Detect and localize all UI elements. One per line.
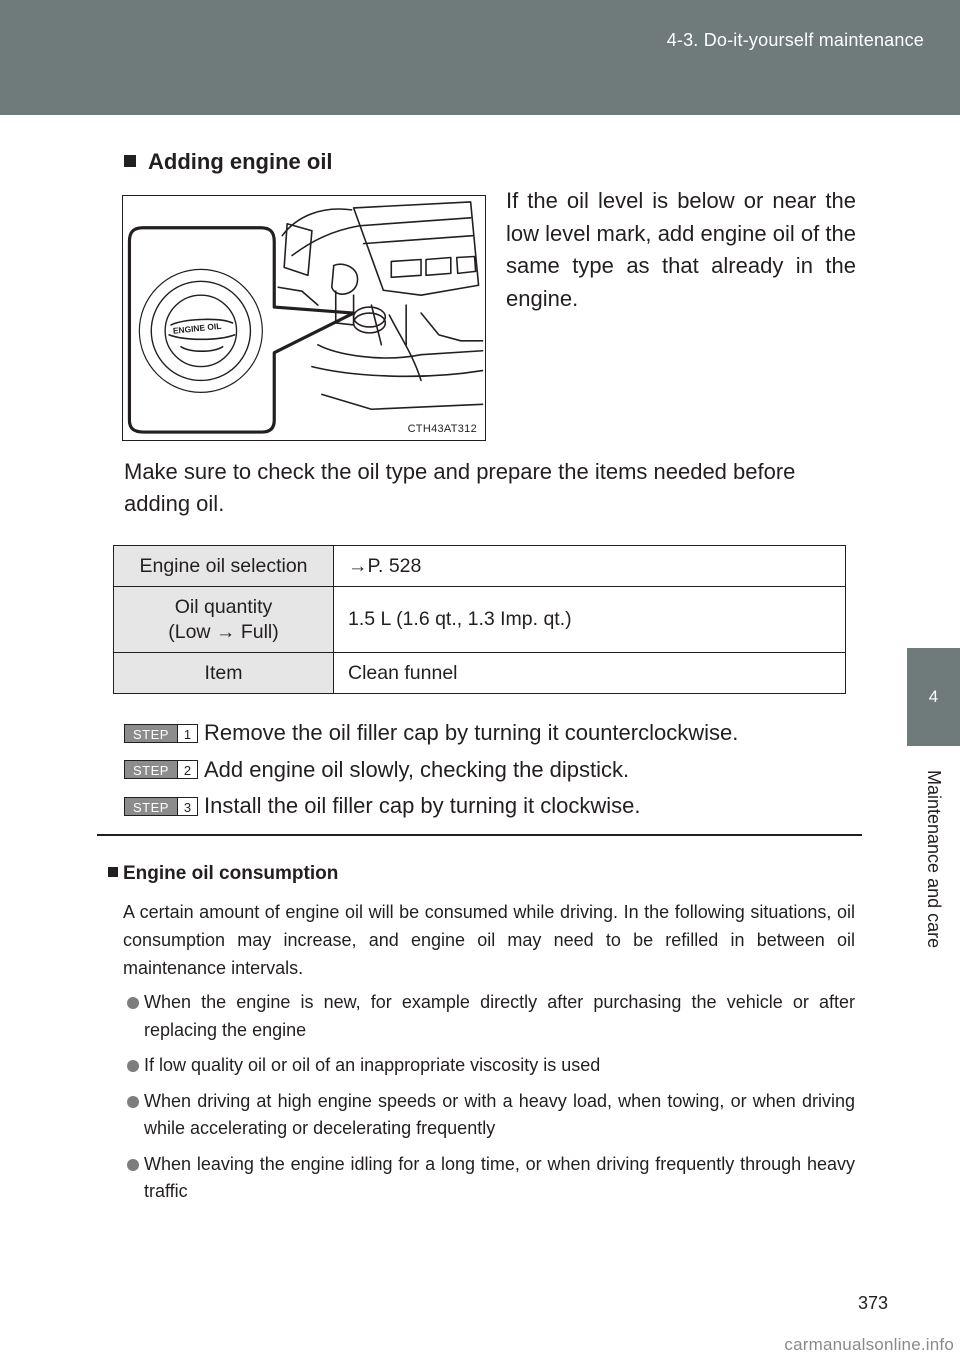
page-number: 373 <box>857 1293 888 1313</box>
step-word: STEP <box>125 725 177 742</box>
figure-code: CTH43AT312 <box>407 423 477 435</box>
step-item <box>124 752 738 789</box>
list-item <box>127 1088 855 1143</box>
chapter-number: 4 <box>928 687 939 706</box>
step-word: STEP <box>125 798 177 815</box>
oil-spec-table <box>113 545 846 694</box>
square-bullet-icon <box>108 867 118 877</box>
table-key-line: Oil quantity <box>174 595 273 618</box>
list-item <box>127 1151 855 1206</box>
section-title: 4-3. Do-it-yourself maintenance <box>666 30 924 50</box>
chapter-title: Maintenance and care <box>924 770 944 949</box>
bullet-dot-icon <box>127 1096 139 1108</box>
table-key: Engine oil selection <box>114 546 334 587</box>
note-text: A certain amount of engine oil will be consumed while driving. In the following situations, oil consumption may increase, and engine oil may need to be refilled in between oil maintenance intervals. <box>123 902 855 978</box>
table-row <box>114 653 846 694</box>
table-value: →P. 528 <box>334 546 846 587</box>
step-list <box>124 715 738 825</box>
consumption-bullet-list <box>127 989 855 1214</box>
cap-label: ENGINE OIL <box>172 320 222 336</box>
header-band <box>0 0 960 115</box>
step-badge <box>124 797 198 816</box>
table-key-line: (Low → Full) <box>168 620 279 643</box>
table-value: Clean funnel <box>334 653 846 694</box>
prep-paragraph: Make sure to check the oil type and prepare the items needed before adding oil. <box>124 459 796 516</box>
bullet-dot-icon <box>127 1159 139 1171</box>
chapter-tab <box>907 648 960 746</box>
step-number: 1 <box>177 725 197 742</box>
list-item-text: When driving at high engine speeds or with a heavy load, when towing, or when driving while accelerating or decelerating frequently <box>144 1090 855 1138</box>
step-text: Add engine oil slowly, checking the dipstick. <box>204 756 630 782</box>
intro-text: If the oil level is below or near the low level mark, add engine oil of the same type as that already in the engine. <box>506 188 856 311</box>
square-bullet-icon <box>124 155 136 167</box>
step-number: 3 <box>177 798 197 815</box>
note-heading <box>108 863 338 885</box>
step-text: Install the oil filler cap by turning it clockwise. <box>204 793 641 819</box>
engine-illustration <box>123 196 485 440</box>
section-heading-text: Adding engine oil <box>148 149 333 174</box>
step-text: Remove the oil filler cap by turning it counterclockwise. <box>204 720 739 746</box>
step-item <box>124 715 738 752</box>
list-item-text: When leaving the engine idling for a long time, or when driving frequently through heavy traffic <box>144 1153 855 1201</box>
step-word: STEP <box>125 761 177 778</box>
list-item-text: If low quality oil or oil of an inappropriate viscosity is used <box>144 1055 601 1075</box>
table-key: Item <box>114 653 334 694</box>
list-item <box>127 989 855 1044</box>
step-item <box>124 788 738 825</box>
watermark: carmanualsonline.info <box>784 1335 954 1354</box>
bullet-dot-icon <box>127 1060 139 1072</box>
step-badge <box>124 724 198 743</box>
table-row <box>114 587 846 653</box>
chapter-side-label <box>907 752 960 967</box>
list-item-text: When the engine is new, for example directly after purchasing the vehicle or after replacing the engine <box>144 992 855 1040</box>
note-heading-text: Engine oil consumption <box>123 863 339 884</box>
section-heading <box>124 149 333 175</box>
table-key <box>114 587 334 653</box>
step-badge <box>124 760 198 779</box>
engine-oil-cap-figure <box>122 195 486 441</box>
step-number: 2 <box>177 761 197 778</box>
table-row <box>114 546 846 587</box>
bullet-dot-icon <box>127 997 139 1009</box>
list-item <box>127 1052 855 1080</box>
table-value: 1.5 L (1.6 qt., 1.3 Imp. qt.) <box>334 587 846 653</box>
section-divider <box>97 834 862 836</box>
